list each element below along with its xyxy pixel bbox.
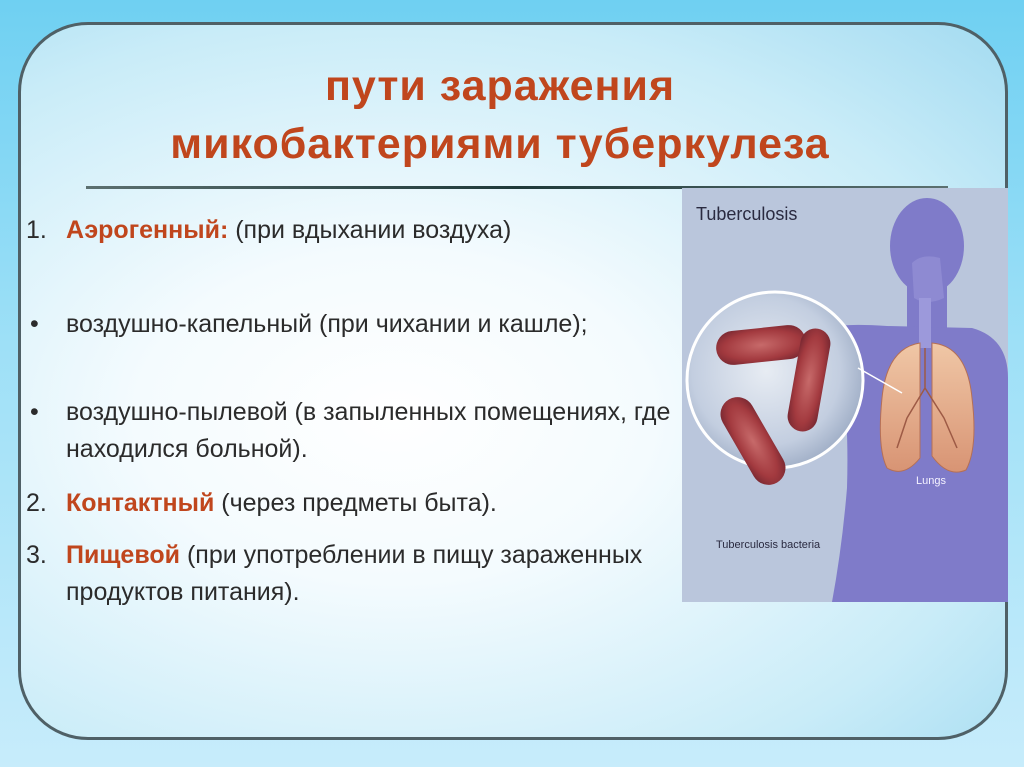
illustration-title: Tuberculosis (696, 204, 798, 224)
list-item-description: воздушно-пылевой (в запыленных помещениях, где находился больной). (66, 398, 671, 463)
list-item-text (66, 212, 686, 249)
slide-title-line-1: пути заражения (324, 62, 676, 110)
lungs-label: Lungs (916, 475, 946, 487)
list-marker: 1. (26, 216, 47, 244)
list-item-keyword: Пищевой (66, 541, 181, 569)
list-item-description: воздушно-капельный (при чихании и кашле); (66, 310, 588, 338)
bacteria-label: Tuberculosis bacteria (716, 539, 821, 551)
list-item-text (66, 485, 686, 522)
list-item-text (66, 537, 686, 611)
slide-title-line-2: микобактериями туберкулеза (170, 120, 830, 168)
list-item-keyword: Аэрогенный: (66, 216, 229, 244)
list-item-description: (при вдыхании воздуха) (228, 216, 512, 244)
tuberculosis-illustration (682, 188, 1008, 602)
list-item-description: (через предметы быта). (214, 489, 497, 517)
list-marker: 3. (26, 541, 47, 569)
list-item-keyword: Контактный (66, 489, 215, 517)
tuberculosis-diagram-svg (682, 188, 1008, 602)
list-marker: 2. (26, 489, 47, 517)
bullet-marker: • (30, 310, 39, 338)
list-item-description: (при употреблении в пищу зараженных продуктов питания). (66, 541, 643, 606)
bullet-marker: • (30, 398, 39, 426)
